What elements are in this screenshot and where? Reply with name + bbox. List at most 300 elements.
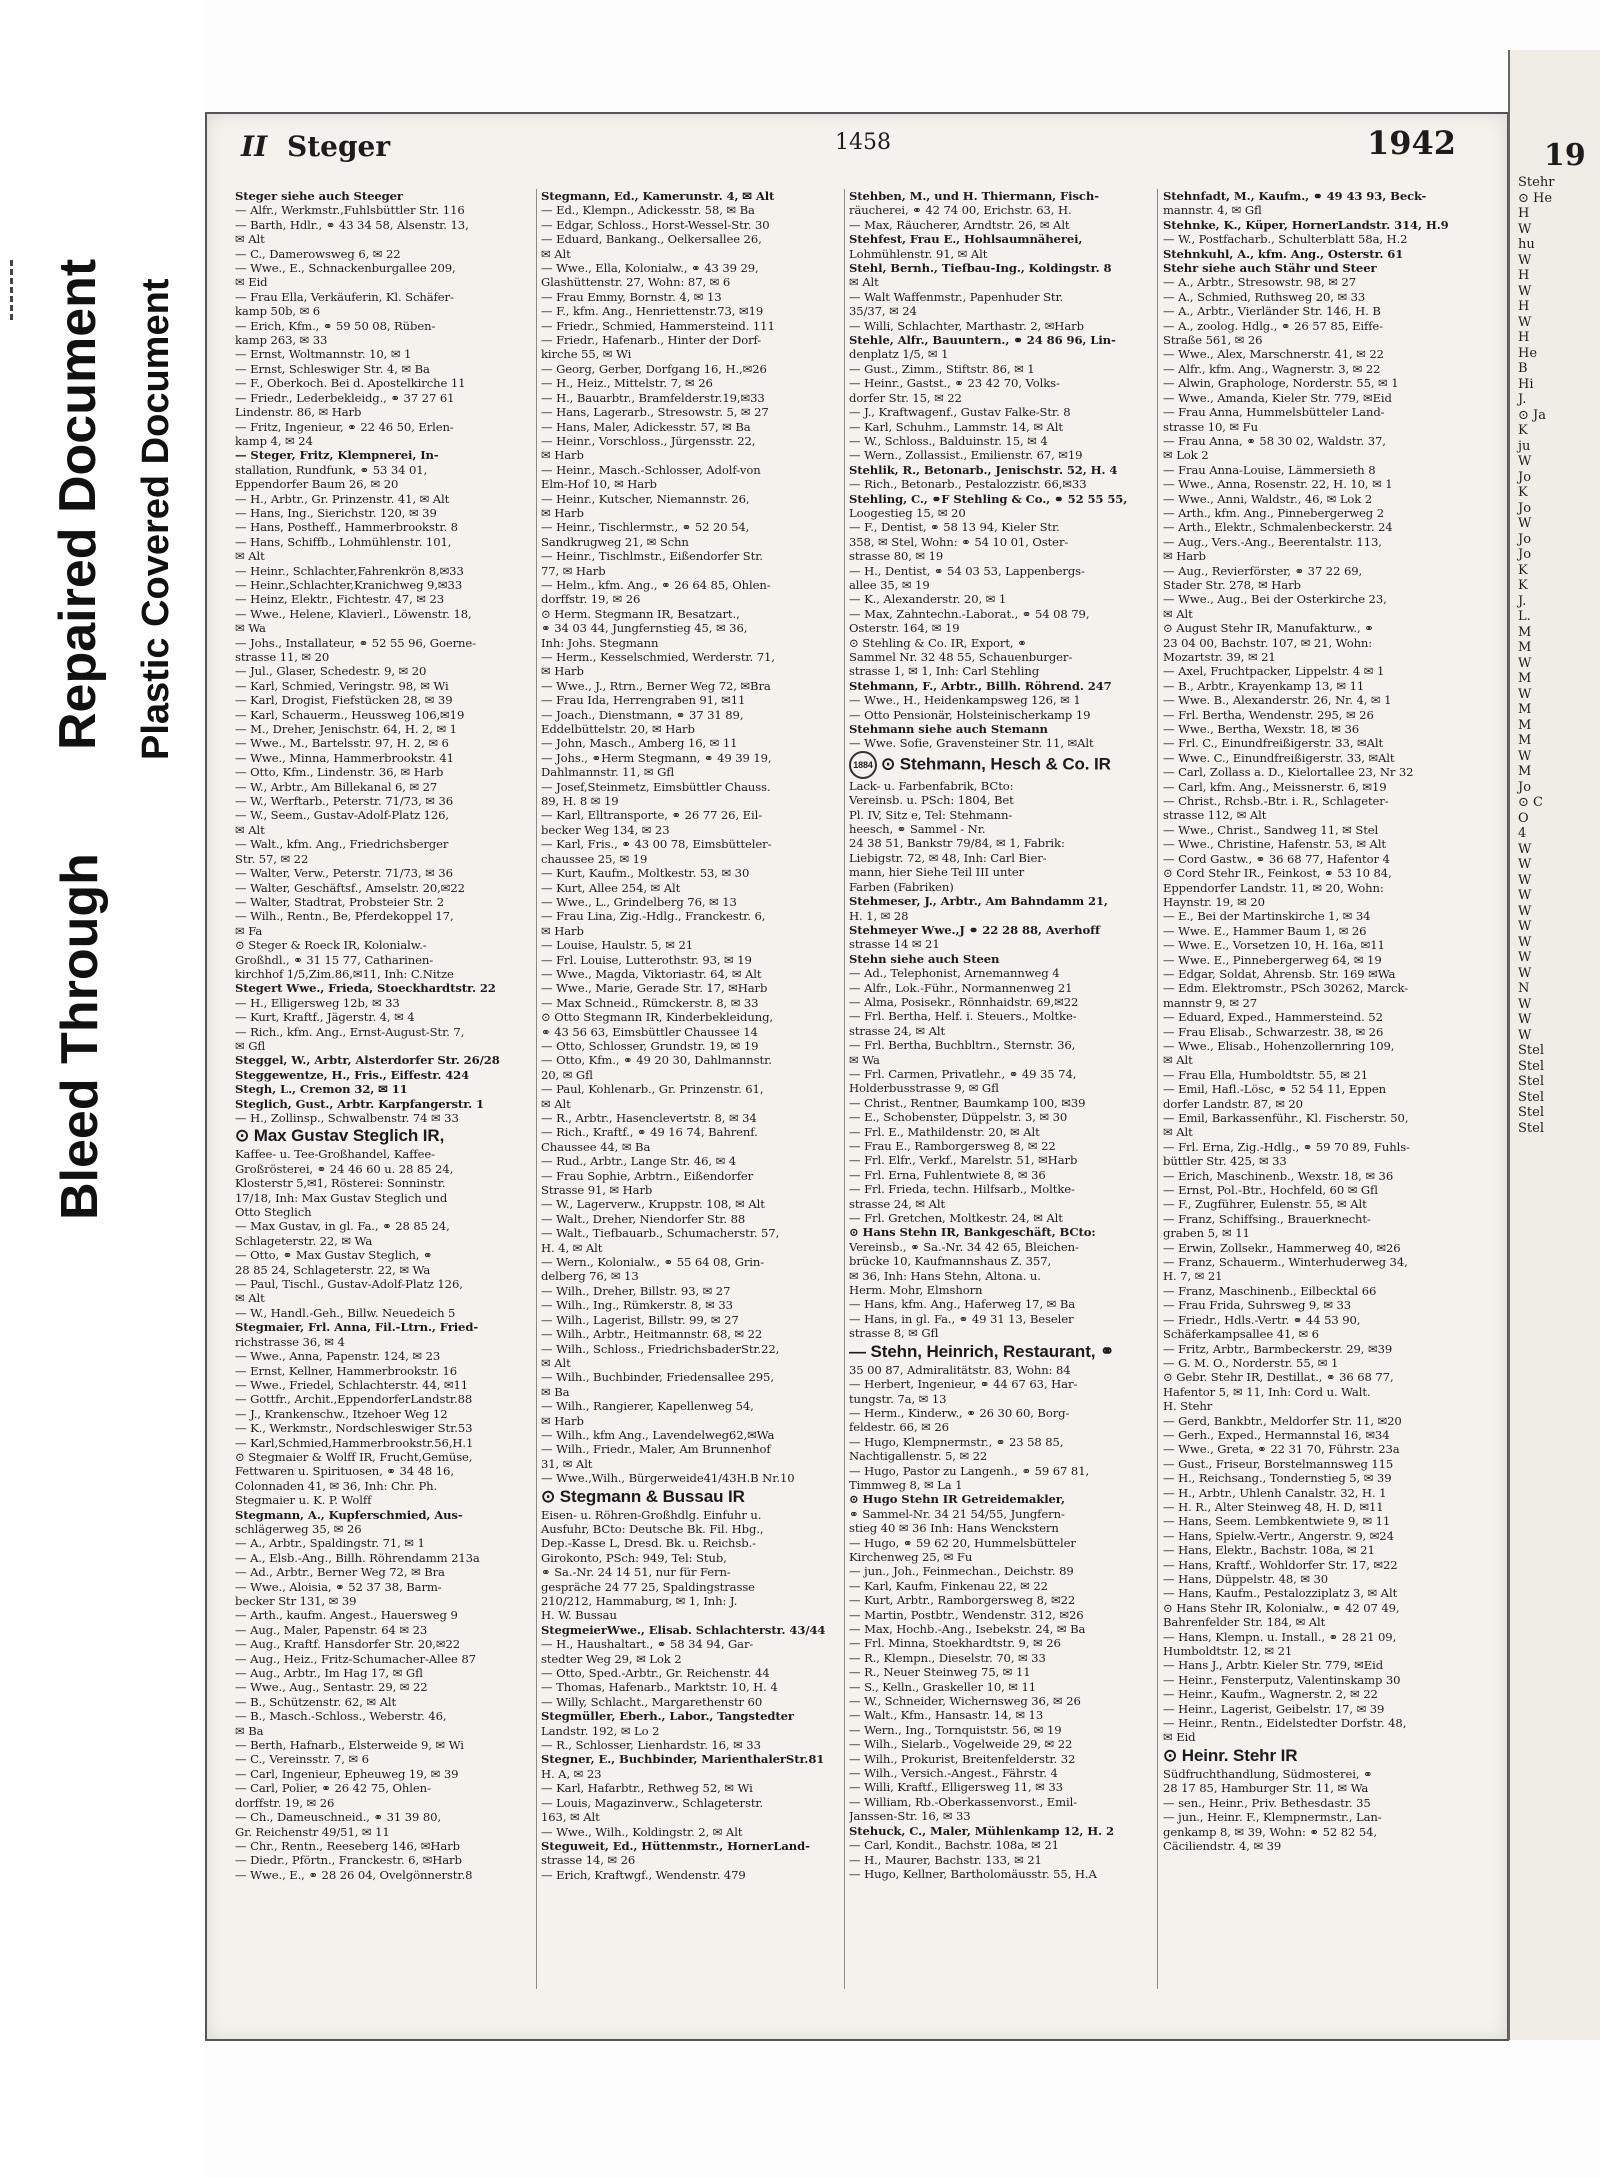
directory-entry-line: — J., Kraftwagenf., Gustav Falke-Str. 8: [849, 405, 1071, 420]
directory-entry-line: 28 85 24, Schlageterstr. 22, ✉ Wa: [235, 1262, 431, 1277]
directory-entry-line: — Walter, Stadtrat, Probsteier Str. 2: [235, 894, 444, 909]
directory-entry-line: — Paul, Tischl., Gustav-Adolf-Platz 126,: [235, 1277, 463, 1292]
directory-entry-line: ✉ Alt: [235, 1291, 265, 1306]
directory-entry-line: — F., Zugführer, Eulenstr. 55, ✉ Alt: [1163, 1197, 1367, 1212]
directory-entry-line: — Frl. Bertha, Helf. i. Steuers., Moltke-: [849, 1009, 1077, 1024]
directory-entry-line: Otto Steglich: [235, 1205, 312, 1220]
directory-entry-line: — Carl, Polier, ⚭ 26 42 75, Ohlen-: [235, 1781, 431, 1796]
directory-entry-line: — Alwin, Graphologe, Norderstr. 55, ✉ 1: [1163, 376, 1399, 391]
directory-entry-line: Stehnkuhl, A., kfm. Ang., Osterstr. 61: [1163, 246, 1404, 261]
directory-entry-line: — M., Dreher, Jenischstr. 64, H. 2, ✉ 1: [235, 722, 457, 737]
directory-entry-line: — Frl. Carmen, Privatlehr., ⚭ 49 35 74,: [849, 1066, 1077, 1081]
directory-entry-line: — Wilh., Rangierer, Kapellenweg 54,: [541, 1399, 754, 1414]
directory-entry-line: Kirchenweg 25, ✉ Fu: [849, 1549, 973, 1564]
next-page-line: W: [1518, 221, 1532, 237]
directory-entry-line: Dahlmannstr. 11, ✉ Gfl: [541, 765, 675, 780]
directory-entry-line: Stehn siehe auch Steen: [849, 951, 1000, 966]
directory-entry-line: stallation, Rundfunk, ⚭ 53 34 01,: [235, 462, 428, 477]
directory-entry-line: — Ernst, Kellner, Hammerbrookstr. 16: [235, 1363, 458, 1378]
next-page-line: W: [1518, 314, 1532, 330]
directory-entry-line: Lack- u. Farbenfabrik, BCto:: [849, 778, 1014, 793]
next-page-line: M: [1518, 764, 1532, 779]
directory-entry-line: ✉ Wa: [849, 1052, 880, 1067]
directory-entry-line: — Max Schneid., Rümckerstr. 8, ✉ 33: [541, 995, 759, 1010]
directory-entry-line: Stader Str. 278, ✉ Harb: [1163, 577, 1301, 592]
next-page-line: Stel: [1518, 1120, 1544, 1136]
directory-entry-line: — Heinr., Kaufm., Wagnerstr. 2, ✉ 22: [1163, 1687, 1378, 1702]
directory-entry-line: — Arth., Elektr., Schmalenbeckerstr. 24: [1163, 520, 1393, 535]
directory-entry-line: strasse 11, ✉ 20: [235, 650, 330, 664]
directory-entry-line: — Heinr., Vorschloss., Jürgensstr. 22,: [541, 433, 756, 448]
directory-entry-line: — H., Arbtr., Uhlenh Canalstr. 32, H. 1: [1163, 1485, 1387, 1500]
directory-entry-line: feldestr. 66, ✉ 26: [849, 1420, 949, 1435]
directory-entry-line: ✉ Alt: [541, 1355, 571, 1370]
next-page-line: W: [1518, 872, 1532, 888]
directory-entry-line: — Wern., Zollassist., Emilienstr. 67, ✉19: [849, 448, 1083, 463]
directory-entry-line: Nachtigallenstr. 5, ✉ 22: [849, 1449, 988, 1464]
next-page-line: ⊙ Ja: [1518, 407, 1546, 423]
directory-entry-line: Stegmann, A., Kupferschmied, Aus-: [235, 1507, 463, 1522]
directory-entry-line: — Franz, Schauerm., Winterhuderweg 34,: [1163, 1255, 1408, 1270]
directory-entry-line: strasse 14 ✉ 21: [849, 937, 940, 952]
margin-dash-marks: [10, 260, 27, 320]
directory-entry-line: ✉ Wa: [235, 621, 266, 636]
directory-entry-line: Lohmühlenstr. 91, ✉ Alt: [849, 246, 988, 261]
directory-entry-line: — Wilh., Lagerist, Billstr. 99, ✉ 27: [541, 1312, 739, 1327]
directory-entry-line: — Kurt, Arbtr., Ramborgersweg 8, ✉22: [849, 1593, 1076, 1608]
directory-entry-line: — Karl, Schmied, Veringstr. 98, ✉ Wi: [235, 678, 449, 693]
plastic-covered-label: Plastic Covered Document: [135, 278, 177, 760]
directory-entry-line: — Hans, Schiffb., Lohmühlenstr. 101,: [235, 534, 452, 549]
directory-entry-line: — Erich, Kfm., ⚭ 59 50 08, Rüben-: [235, 318, 436, 333]
directory-entry-line: — Frau Ella, Humboldtstr. 55, ✉ 21: [1163, 1067, 1368, 1082]
directory-entry-line: — Willy, Schlacht., Margarethenstr 60: [541, 1694, 763, 1709]
directory-entry-line: — Joach., Dienstmann, ⚭ 37 31 89,: [541, 707, 744, 722]
directory-entry-line: — Frl. Frieda, techn. Hilfsarb., Moltke-: [849, 1182, 1075, 1197]
directory-entry-line: brücke 10, Kaufmannshaus Z. 357,: [849, 1254, 1052, 1269]
directory-entry-line: — Frl. Erna, Fuhlentwiete 8, ✉ 36: [849, 1167, 1046, 1182]
directory-entry-line: — R., Klempn., Dieselstr. 70, ✉ 33: [849, 1650, 1046, 1665]
directory-entry-line: — Aug., Kraftf. Hansdorfer Str. 20,✉22: [235, 1637, 461, 1652]
directory-page: [205, 112, 1509, 2041]
directory-entry-line: — Aug., Arbtr., Im Hag 17, ✉ Gfl: [235, 1666, 423, 1681]
directory-entry-line: — Josef,Steinmetz, Eimsbüttler Chauss.: [541, 779, 771, 794]
next-page-line: Hi: [1518, 376, 1534, 392]
directory-entry-line: — Otto, Schlosser, Grundstr. 19, ✉ 19: [541, 1038, 759, 1053]
directory-entry-line: Stehlik, R., Betonarb., Jenischstr. 52, H. 4: [849, 462, 1118, 477]
directory-entry-line: — Walter, Geschäftsf., Amselstr. 20,✉22: [235, 880, 465, 895]
directory-entry-line: H. W. Bussau: [541, 1608, 617, 1623]
directory-entry-line: — Heinr., Schlachter,Fahrenkrön 8,✉33: [235, 563, 464, 578]
directory-entry-line: ✉ Fa: [235, 923, 263, 938]
directory-entry-line: — C., Vereinsstr. 7, ✉ 6: [235, 1752, 369, 1767]
directory-entry-line: — H., Reichsang., Tondernstieg 5, ✉ 39: [1163, 1471, 1392, 1486]
next-page-line: W: [1518, 748, 1532, 764]
directory-entry-line: — Ernst, Schleswiger Str. 4, ✉ Ba: [235, 361, 430, 376]
directory-entry-line: — Aug., Vers.-Ang., Beerentalstr. 113,: [1163, 534, 1382, 549]
directory-entry-line: H. Stehr: [1163, 1399, 1213, 1414]
page-number: 1458: [835, 130, 891, 155]
directory-entry-line: — Frau Frida, Suhrsweg 9, ✉ 33: [1163, 1298, 1352, 1313]
directory-entry-line: — Wwe., Aug., Bei der Osterkirche 23,: [1163, 592, 1387, 607]
page-header: [235, 126, 1485, 174]
directory-entry-line: — Wilh., Rentn., Be, Pferdekoppel 17,: [235, 909, 454, 924]
directory-entry-line: — Cord Gastw., ⚭ 36 68 77, Hafentor 4: [1163, 851, 1390, 866]
directory-entry-line: Dep.-Kasse L, Dresd. Bk. u. Reichsb.-: [541, 1536, 756, 1551]
directory-entry-line: — Karl, Kaufm, Finkenau 22, ✉ 22: [849, 1578, 1048, 1593]
directory-entry-line: H. 1, ✉ 28: [849, 908, 909, 923]
directory-entry-line: — Alfr., Lok.-Führ., Normannenweg 21: [849, 980, 1073, 995]
directory-entry-line: Stegert Wwe., Frieda, Stoeckhardtstr. 22: [235, 981, 496, 996]
directory-entry-line: ⚭ Sammel-Nr. 34 21 54/55, Jungfern-: [849, 1506, 1065, 1521]
left-margin: [0, 0, 205, 2177]
next-page-line: L.: [1518, 609, 1531, 624]
directory-entry-line: — Wern., Ing., Tornquiststr. 56, ✉ 19: [849, 1722, 1062, 1737]
directory-entry-line: ✉ Harb: [541, 923, 584, 938]
directory-entry-line: — Willi, Kraftf., Elligersweg 11, ✉ 33: [849, 1780, 1063, 1795]
next-page-line: He: [1518, 345, 1538, 361]
next-page-line: W: [1518, 1012, 1532, 1027]
directory-entry-line: Eddelbüttelstr. 20, ✉ Harb: [541, 722, 695, 737]
directory-entry-line: — Georg, Gerber, Dorfgang 16, H.,✉26: [541, 361, 767, 376]
directory-entry-line: — F., Oberkoch. Bei d. Apostelkirche 11: [235, 376, 466, 391]
directory-entry-line: — Wwe., M., Bartelsstr. 97, H. 2, ✉ 6: [235, 736, 449, 751]
directory-entry-line: — Hans, Elektr., Bachstr. 108a, ✉ 21: [1163, 1543, 1375, 1558]
directory-entry-line: Inh: Johs. Stegmann: [541, 635, 659, 650]
directory-entry-line: — Heinr., Rentn., Eidelstedter Dorfstr. 48,: [1163, 1716, 1407, 1731]
directory-entry-line: — Arth., kaufm. Angest., Hauersweg 9: [235, 1608, 458, 1623]
directory-entry-line: — Alfr., kfm. Ang., Wagnerstr. 3, ✉ 22: [1163, 361, 1381, 376]
directory-entry-line: — Frau Emmy, Bornstr. 4, ✉ 13: [541, 289, 722, 304]
directory-entry-line: 35/37, ✉ 24: [849, 304, 917, 319]
directory-entry-line: — Wilh., Ing., Rümkerstr. 8, ✉ 33: [541, 1298, 733, 1313]
directory-entry-line: — Hugo, ⚭ 59 62 20, Hummelsbütteler: [849, 1535, 1076, 1550]
directory-entry-line: — A., Arbtr., Vierländer Str. 146, H. B: [1163, 304, 1381, 319]
directory-entry-line: — Erich, Kraftwgf., Wendenstr. 479: [541, 1867, 746, 1882]
next-page-line: W: [1518, 1027, 1532, 1043]
directory-entry-line: — Alfr., Werkmstr.,Fuhlsbüttler Str. 116: [235, 203, 465, 218]
directory-entry-line: strasse 24, ✉ Alt: [849, 1196, 946, 1211]
directory-entry-line: ✉ Harb: [541, 664, 584, 679]
directory-entry-line: — B., Arbtr., Krayenkamp 13, ✉ 11: [1163, 678, 1365, 693]
directory-entry-line: Bahrenfelder Str. 184, ✉ Alt: [1163, 1615, 1326, 1630]
next-page-line: M: [1518, 671, 1532, 686]
directory-entry-line: — H., Elligersweg 12b, ✉ 33: [235, 995, 400, 1010]
next-page-line: O: [1518, 810, 1529, 826]
directory-entry-line: — Friedr., Hafenarb., Hinter der Dorf-: [541, 333, 762, 348]
directory-entry-line: dorffstr. 19, ✉ 26: [541, 592, 641, 607]
directory-entry-line: Schäferkampsallee 41, ✉ 6: [1163, 1327, 1319, 1342]
directory-entry-line: — Kurt, Kraftf., Jägerstr. 4, ✉ 4: [235, 1010, 415, 1025]
directory-entry-line: — R., Neuer Steinweg 75, ✉ 11: [849, 1665, 1031, 1680]
directory-entry-line: Steggel, W., Arbtr, Alsterdorfer Str. 26/28: [235, 1053, 500, 1068]
directory-entry-line: — Wilh., Sielarb., Vogelweide 29, ✉ 22: [849, 1737, 1073, 1752]
next-page-line: ju: [1518, 438, 1531, 454]
directory-entry-line: ✉ Alt: [541, 1096, 571, 1111]
directory-entry-line: ✉ Harb: [541, 448, 584, 463]
directory-entry-line: — H., Bauarbtr., Bramfelderstr.19,✉33: [541, 390, 765, 405]
directory-entry-line: — Heinz, Elektr., Fichtestr. 47, ✉ 23: [235, 592, 445, 607]
directory-entry-line: Lindenstr. 86, ✉ Harb: [235, 405, 362, 420]
directory-entry-line: — Heinr., Kutscher, Niemannstr. 26,: [541, 491, 750, 506]
directory-entry-line: kamp 4, ✉ 24: [235, 433, 313, 448]
directory-entry-line: — Emil, Barkassenführ., Kl. Fischerstr. 50,: [1163, 1111, 1409, 1125]
directory-entry-line: — Emil, Hafl.-Lösc, ⚭ 52 54 11, Eppen: [1163, 1082, 1386, 1097]
directory-entry-line: stedter Weg 29, ✉ Lok 2: [541, 1651, 682, 1666]
directory-entry-line: ⊙ Herm. Stegmann IR, Besatzart.,: [541, 606, 740, 621]
next-page-line: H: [1518, 299, 1530, 314]
directory-entry-line: — Arth., kfm. Ang., Pinnebergerweg 2: [1163, 505, 1384, 520]
directory-entry-line: — Walt Waffenmstr., Papenhuder Str.: [849, 289, 1064, 304]
directory-entry-line: — Heinr., Masch.-Schlosser, Adolf-von: [541, 462, 761, 477]
directory-entry-line: — K., Werkmstr., Nordschleswiger Str.53: [235, 1421, 473, 1436]
directory-entry-line: — Rich., kfm. Ang., Ernst-August-Str. 7,: [235, 1024, 465, 1039]
directory-entry-line: ⊙ Stegmaier & Wolff IR, Frucht,Gemüse,: [235, 1449, 473, 1464]
directory-entry-line: — Thomas, Hafenarb., Marktstr. 10, H. 4: [541, 1680, 778, 1695]
directory-entry-line: — Frau Elisab., Schwarzestr. 38, ✉ 26: [1163, 1024, 1384, 1039]
directory-entry-line: ✉ Alt: [1163, 606, 1193, 621]
directory-entry-line: kirche 55, ✉ Wi: [541, 347, 632, 362]
next-page-line: W: [1518, 965, 1532, 981]
directory-entry-line: ✉ Harb: [541, 505, 584, 520]
directory-entry-line: — Hans, Maler, Adickesstr. 57, ✉ Ba: [541, 419, 751, 434]
directory-entry-line: 210/212, Hammaburg, ✉ 1, Inh: J.: [541, 1594, 738, 1608]
directory-entry-line: — Carl, Kondit., Bachstr. 108a, ✉ 21: [849, 1838, 1059, 1853]
directory-entry-line: — sen., Heinr., Priv. Bethesdastr. 35: [1163, 1795, 1371, 1810]
directory-entry-line: — Wilh., kfm Ang., Lavendelweg62,✉Wa: [541, 1427, 775, 1442]
directory-entry-line: graben 5, ✉ 11: [1163, 1226, 1250, 1241]
directory-entry-line: Stehr siehe auch Stähr und Steer: [1163, 261, 1377, 276]
directory-entry-line: kirchhof 1/5,Zim.86,✉11, Inh: C.Nitze: [235, 966, 454, 981]
directory-entry-line: Holderbusstrasse 9, ✉ Gfl: [849, 1081, 999, 1096]
directory-entry-line: Steger siehe auch Steeger: [235, 189, 403, 203]
next-page-line: K: [1518, 485, 1528, 500]
directory-entry-line: — Rich., Kraftf., ⚭ 49 16 74, Bahrenf.: [541, 1125, 758, 1140]
directory-entry-line: Kaffee- u. Tee-Großhandel, Kaffee-: [235, 1147, 435, 1162]
next-page-line: M: [1518, 640, 1532, 655]
directory-entry-line: — Rich., Betonarb., Pestalozzistr. 66,✉33: [849, 477, 1087, 492]
directory-entry-line: — Kurt, Kaufm., Moltkestr. 53, ✉ 30: [541, 866, 750, 881]
directory-entry-line: strasse 8, ✉ Gfl: [849, 1326, 939, 1341]
directory-entry-line: — Frau Anna, ⚭ 58 30 02, Waldstr. 37,: [1163, 433, 1386, 448]
directory-entry-line: — Frau Lina, Zig.-Hdlg., Franckestr. 6,: [541, 909, 766, 924]
next-page-line: W: [1518, 655, 1532, 671]
directory-entry-line: — Fritz, Arbtr., Barmbeckerstr. 29, ✉39: [1163, 1341, 1393, 1356]
directory-entry-line: Stehuck, C., Maler, Mühlenkamp 12, H. 2: [849, 1823, 1114, 1838]
directory-entry-line: — Erich, Maschinenb., Wexstr. 18, ✉ 36: [1163, 1168, 1394, 1183]
directory-entry-line: H. 4, ✉ Alt: [541, 1240, 603, 1255]
directory-entry-line: strasse 10, ✉ Fu: [1163, 419, 1258, 434]
next-page-line: H: [1518, 268, 1530, 283]
next-page-line: W: [1518, 454, 1532, 469]
directory-entry-line: — Wwe., Greta, ⚭ 22 31 70, Führstr. 23a: [1163, 1442, 1400, 1457]
directory-entry-line: — S., Kelln., Graskeller 10, ✉ 11: [849, 1679, 1037, 1694]
directory-entry-line: Stehmeyer Wwe.,J ⚭ 22 28 88, Averhoff: [849, 922, 1100, 937]
directory-entry-line: — A., Schmied, Ruthsweg 20, ✉ 33: [1163, 289, 1366, 304]
directory-entry-line: ✉ Alt: [235, 232, 265, 247]
directory-entry-line: Stegmaier, Frl. Anna, Fil.-Ltrn., Fried-: [235, 1320, 479, 1335]
directory-entry-line: chaussee 25, ✉ 19: [541, 851, 648, 866]
directory-entry-line: — Alma, Posisekr., Rönnhaidstr. 69,✉22: [849, 994, 1079, 1009]
directory-entry-line: — Wilh., Friedr., Maler, Am Brunnenhof: [541, 1442, 771, 1457]
directory-entry-line: richstrasse 36, ✉ 4: [235, 1334, 345, 1349]
directory-entry-line: — Frl. Minna, Stoekhardtstr. 9, ✉ 26: [849, 1636, 1061, 1651]
next-page-line: W: [1518, 919, 1532, 934]
directory-entry-line: — Wwe., Aug., Sentastr. 29, ✉ 22: [235, 1680, 428, 1695]
directory-entry-line: Stehben, M., und H. Thiermann, Fisch-: [849, 189, 1099, 203]
directory-entry-line: — Karl, Hafarbtr., Rethweg 52, ✉ Wi: [541, 1781, 753, 1796]
directory-entry-text: ⊙ Stehmann, Hesch & Co. IR: [881, 754, 1111, 774]
directory-entry-line: stieg 40 ✉ 36 Inh: Hans Wenckstern: [849, 1521, 1059, 1536]
directory-entry-line: 28 17 85, Hamburger Str. 11, ✉ Wa: [1163, 1781, 1369, 1796]
directory-entry-line: — A., zoolog. Hdlg., ⚭ 26 57 85, Eiffe-: [1163, 318, 1384, 333]
directory-entry-line: — Hans J., Arbtr. Kieler Str. 779, ✉Eid: [1163, 1658, 1384, 1673]
directory-entry-line: — Wwe., Friedel, Schlachterstr. 44, ✉11: [235, 1377, 469, 1392]
directory-entry-line: — Wwe., Aloisia, ⚭ 52 37 38, Barm-: [235, 1579, 442, 1594]
directory-entry-line: — Wwe., E., ⚭ 28 26 04, Ovelgönnerstr.8: [235, 1867, 473, 1882]
column-3: [849, 189, 1141, 2009]
directory-entry-line: Stegmaier u. K. P. Wolff: [235, 1493, 372, 1508]
directory-entry-line: Gr. Reichenstr 49/51, ✉ 11: [235, 1824, 390, 1839]
directory-entry-line: — W., Werftarb., Peterstr. 71/73, ✉ 36: [235, 794, 454, 809]
next-page-line: K: [1518, 562, 1528, 578]
directory-entry-line: 358, ✉ Stel, Wohn: ⚭ 54 10 01, Oster-: [849, 534, 1069, 549]
directory-entry-line: — Gust., Friseur, Borstelmannsweg 115: [1163, 1456, 1394, 1471]
directory-entry-line: — Berth, Hafnarb., Elsterweide 9, ✉ Wi: [235, 1738, 464, 1753]
directory-entry-line: — Wwe. E., Vorsetzen 10, H. 16a, ✉11: [1163, 938, 1385, 953]
directory-entry-line: — B., Schützenstr. 62, ✉ Alt: [235, 1694, 397, 1709]
directory-entry-line: — B., Masch.-Schloss., Weberstr. 46,: [235, 1709, 447, 1724]
directory-entry-line: Eisen- u. Röhren-Großhdlg. Einfuhr u.: [541, 1507, 762, 1522]
directory-entry-line: ⊙ Heinr. Stehr IR: [1163, 1745, 1298, 1765]
directory-entry-line: Steglich, Gust., Arbtr. Karpfangerstr. 1: [235, 1096, 484, 1111]
directory-entry-line: — Friedr., Hdls.-Vertr. ⚭ 44 53 90,: [1163, 1312, 1361, 1327]
directory-entry-line: ⊙ Hans Stehn IR, Bankgeschäft, BCto:: [849, 1225, 1096, 1240]
directory-entry-line: — Herm., Kinderw., ⚭ 26 30 60, Borg-: [849, 1405, 1070, 1420]
directory-entry-line: — Wwe. E., Pinnebergerweg 64, ✉ 19: [1163, 952, 1382, 967]
directory-entry-line: — Heinr., Tischlmstr., Eißendorfer Str.: [541, 549, 763, 564]
directory-entry-line: — Walt., Dreher, Niendorfer Str. 88: [541, 1211, 746, 1226]
directory-entry-line: — Frau Anna-Louise, Lämmersieth 8: [1163, 462, 1376, 477]
directory-entry-line: — William, Rb.-Oberkassenvorst., Emil-: [849, 1794, 1078, 1809]
directory-entry-line: — F., Dentist, ⚭ 58 13 94, Kieler Str.: [849, 520, 1060, 535]
directory-entry-line: delberg 76, ✉ 13: [541, 1269, 639, 1284]
next-page-line: M: [1518, 702, 1532, 717]
directory-entry-line: — R., Arbtr., Hasenclevertstr. 8, ✉ 34: [541, 1111, 757, 1125]
directory-entry-line: — Karl, Schuhm., Lammstr. 14, ✉ Alt: [849, 419, 1063, 434]
next-page-line: Jo: [1518, 531, 1532, 547]
directory-entry-line: — Carl, kfm. Ang., Meissnerstr. 6, ✉19: [1163, 779, 1387, 794]
next-page-line: B: [1518, 361, 1528, 376]
next-page-edge: [1508, 50, 1600, 2040]
next-page-line: Jo: [1518, 469, 1532, 485]
directory-entry-line: — Jul., Glaser, Schedestr. 9, ✉ 20: [235, 664, 427, 679]
directory-entry-line: — Edgar, Schloss., Horst-Wessel-Str. 30: [541, 217, 770, 232]
directory-entry-line: — W., Handl.-Geh., Billw. Neuedeich 5: [235, 1305, 456, 1320]
directory-entry-line: — Max Gustav, in gl. Fa., ⚭ 28 85 24,: [235, 1219, 450, 1234]
directory-entry-line: — Gerd, Bankbtr., Meldorfer Str. 11, ✉20: [1163, 1413, 1402, 1428]
next-page-line: hu: [1518, 237, 1535, 252]
directory-entry-line: — Frl. Louise, Lutterothstr. 93, ✉ 19: [541, 952, 752, 967]
directory-entry-line: — Paul, Kohlenarb., Gr. Prinzenstr. 61,: [541, 1082, 764, 1097]
directory-entry-line: — H., Maurer, Bachstr. 133, ✉ 21: [849, 1852, 1042, 1867]
directory-entry-line: Farben (Fabriken): [849, 879, 954, 894]
directory-entry-line: — Wwe., Alex, Marschnerstr. 41, ✉ 22: [1163, 347, 1384, 362]
directory-entry-line: — Wilh., Schloss., FriedrichsbaderStr.22,: [541, 1341, 780, 1356]
directory-entry-line: ⊙ Gebr. Stehr IR, Destillat., ⚭ 36 68 77,: [1163, 1370, 1394, 1385]
directory-entry-line: büttler Str. 425, ✉ 33: [1163, 1154, 1287, 1169]
directory-entry-line: — J., Krankenschw., Itzehoer Weg 12: [235, 1406, 448, 1421]
next-page-line: Jo: [1518, 779, 1532, 795]
directory-entry-line: ✉ Lok 2: [1163, 448, 1209, 463]
directory-entry-line: — Chr., Rentn., Reeseberg 146, ✉Harb: [235, 1838, 460, 1853]
next-page-line: K: [1518, 423, 1528, 438]
directory-entry-line: Ausfuhr, BCto: Deutsche Bk. Fil. Hbg.,: [541, 1521, 764, 1536]
directory-entry-line: kamp 50b, ✉ 6: [235, 304, 321, 319]
directory-entry-line: — Otto Pensionär, Holsteinischerkamp 19: [849, 707, 1091, 722]
directory-entry-line: — F., kfm. Ang., Henriettenstr.73, ✉19: [541, 304, 764, 319]
directory-entry-line: mannstr 9, ✉ 27: [1163, 995, 1258, 1010]
directory-entry-line: ⚭ Sa.-Nr. 24 14 51, nur für Fern-: [541, 1565, 731, 1580]
directory-entry-line: — Christ., Rentner, Baumkamp 100, ✉39: [849, 1095, 1086, 1110]
directory-entry-line: — A., Arbtr., Stresowstr. 98, ✉ 27: [1163, 275, 1357, 290]
directory-entry-line: Steguweit, Ed., Hüttenmstr., HornerLand-: [541, 1838, 810, 1853]
directory-entry-line: — Erwin, Zollsekr., Hammerweg 40, ✉26: [1163, 1240, 1401, 1255]
directory-entry-line: — Edgar, Soldat, Ahrensb. Str. 169 ✉Wa: [1163, 966, 1396, 981]
directory-entry-line: 163, ✉ Alt: [541, 1810, 600, 1825]
directory-entry-line: — jun., Joh., Feinmechan., Deichstr. 89: [849, 1564, 1074, 1579]
directory-entry-line: — Wwe., Magda, Viktoriastr. 64, ✉ Alt: [541, 966, 762, 981]
directory-entry-line: — Aug., Heiz., Fritz-Schumacher-Allee 87: [235, 1651, 476, 1666]
directory-entry-line: — Max, Hochb.-Ang., Isebekstr. 24, ✉ Ba: [849, 1622, 1086, 1636]
directory-entry-line: — K., Alexanderstr. 20, ✉ 1: [849, 592, 1007, 607]
directory-entry-line: — Louis, Magazinverw., Schlageterstr.: [541, 1795, 764, 1810]
directory-entry-line: ✉ Alt: [235, 822, 265, 837]
directory-entry-line: — W., Schloss., Balduinstr. 15, ✉ 4: [849, 433, 1048, 448]
directory-entry-line: — Herbert, Ingenieur, ⚭ 44 67 63, Har-: [849, 1377, 1078, 1392]
directory-entry-line: Stehmann siehe auch Stemann: [849, 722, 1048, 737]
directory-entry-line: — Eduard, Exped., Hammersteind. 52: [1163, 1010, 1383, 1025]
directory-entry-line: — Diedr., Pförtn., Franckestr. 6, ✉Harb: [235, 1853, 462, 1868]
directory-entry-line: Stegmüller, Eberh., Labor., Tangstedter: [541, 1709, 794, 1724]
company-seal-icon: 1884: [849, 751, 877, 779]
directory-entry-line: — Aug., Maler, Papenstr. 64 ✉ 23: [235, 1622, 428, 1637]
directory-entry-line: Stehmann, F., Arbtr., Billh. Röhrend. 247: [849, 678, 1112, 693]
directory-entry-line: ✉ Harb: [541, 1413, 584, 1428]
directory-entry-line: ⊙ Hans Stehr IR, Kolonialw., ⚭ 42 07 49,: [1163, 1600, 1400, 1615]
directory-entry-line: Liebigstr. 72, ✉ 48, Inh: Carl Bier-: [849, 850, 1047, 865]
next-page-line: W: [1518, 950, 1532, 965]
next-page-line: Stel: [1518, 1105, 1544, 1120]
directory-entry-line: 31, ✉ Alt: [541, 1456, 593, 1471]
next-page-line: W: [1518, 996, 1532, 1012]
directory-entry-line: — Hans, Spielw.-Vertr., Angerstr. 9, ✉24: [1163, 1528, 1394, 1543]
directory-entry-line: allee 35, ✉ 19: [849, 577, 930, 592]
directory-entry-line: — Karl, Drogist, Fiefstücken 28, ✉ 39: [235, 693, 453, 708]
directory-entry-line: Großhdl., ⚭ 31 15 77, Catharinen-: [235, 952, 434, 967]
directory-entry-line: — Fritz, Ingenieur, ⚭ 22 46 50, Erlen-: [235, 419, 454, 434]
directory-entry-line: strasse 14, ✉ 26: [541, 1853, 636, 1868]
directory-entry-line: — Steger, Fritz, Klempnerei, In-: [235, 448, 439, 463]
directory-entry-line: — A., Elsb.-Ang., Billh. Röhrendamm 213a: [235, 1550, 480, 1565]
directory-entry-line: Hafentor 5, ✉ 11, Inh: Cord u. Walt.: [1163, 1384, 1371, 1399]
directory-entry-line: schlägerweg 35, ✉ 26: [235, 1521, 362, 1536]
next-page-year: 19: [1544, 138, 1586, 173]
directory-entry-line: — Franz, Schiffsing., Brauerknecht-: [1163, 1211, 1371, 1226]
next-page-line: K: [1518, 578, 1528, 593]
directory-entry-line: Stegh, L., Cremon 32, ✉ 11: [235, 1082, 408, 1097]
directory-entry-line: Stehnke, K., Küper, HornerLandstr. 314, H.9: [1163, 217, 1449, 232]
